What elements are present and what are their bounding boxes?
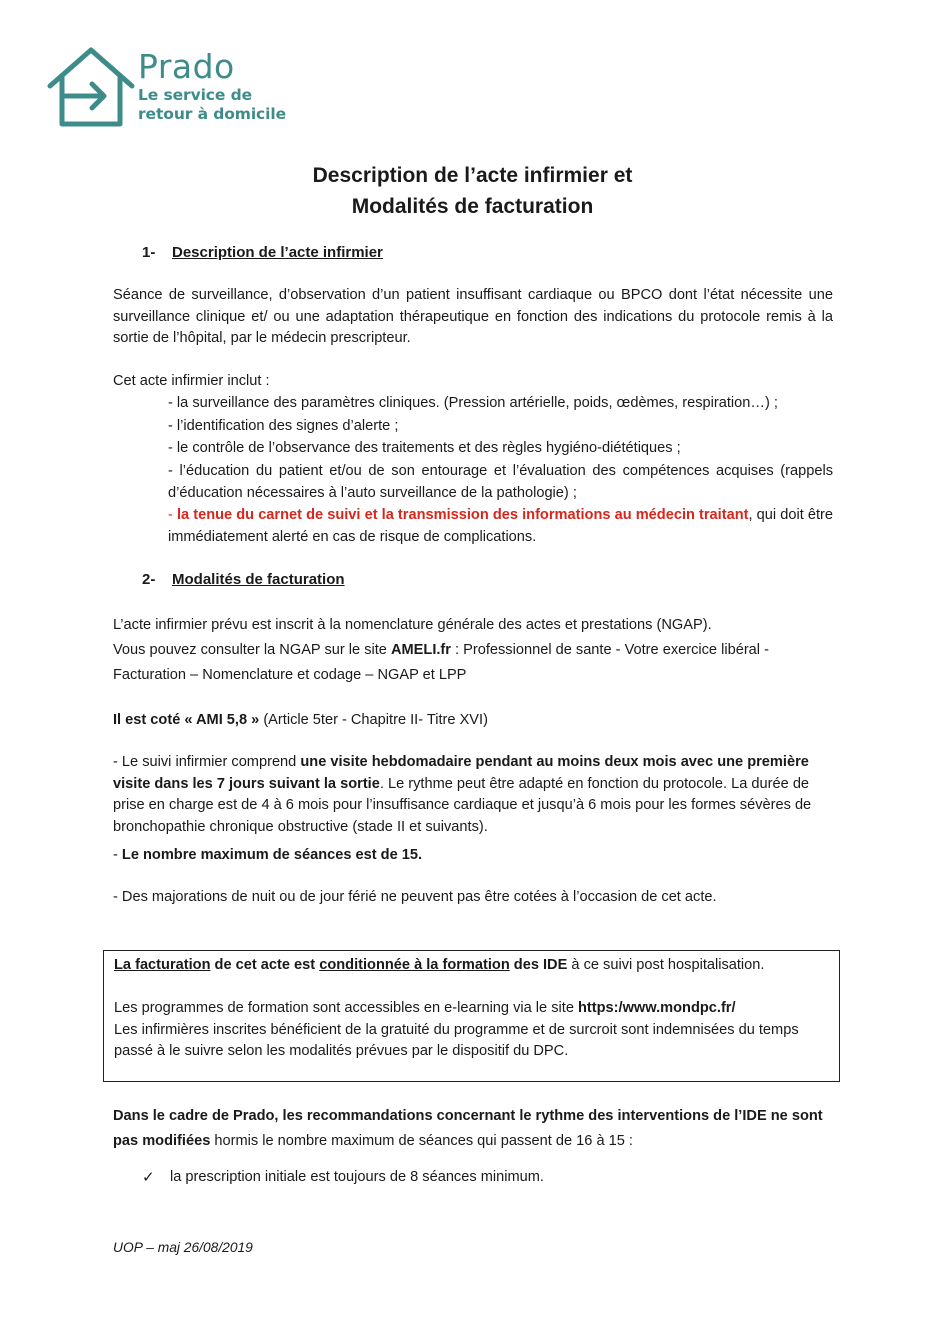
ide-bold: des IDE bbox=[509, 957, 568, 973]
majorations-line: - Des majorations de nuit ou de jour férié ne peuvent pas être cotées à l’occasion de cet acte. bbox=[113, 889, 717, 905]
list-item: - l’identification des signes d’alerte ; bbox=[168, 417, 399, 434]
condition-underlined: conditionnée à la formation bbox=[319, 957, 510, 973]
list-item bbox=[168, 505, 833, 548]
formation-box bbox=[103, 950, 840, 1082]
cotation-line bbox=[113, 710, 833, 732]
list-item-rest: , qui doit être immédiatement alerté en cas de risque de complications. bbox=[168, 507, 833, 545]
list-item: - la surveillance des paramètres cliniques. (Pression artérielle, poids, œdèmes, respiration…) ; bbox=[168, 395, 778, 411]
facturation-line: Facturation – Nomenclature et codage – NGAP et LPP bbox=[113, 667, 467, 683]
section-1-number: 1- bbox=[142, 244, 156, 261]
check-item-text: la prescription initiale est toujours de 8 séances minimum. bbox=[170, 1169, 544, 1185]
brand-name: Prado bbox=[138, 47, 235, 86]
page-title bbox=[0, 160, 945, 222]
section-2-label: Modalités de facturation bbox=[172, 571, 345, 588]
formation-box-text bbox=[114, 955, 829, 1063]
title-line-2: Modalités de facturation bbox=[351, 195, 594, 218]
ngap-block bbox=[113, 613, 833, 688]
inscrits-text: Les infirmières inscrites bénéficient de la gratuité du programme et de surcroit sont indemnisées du temps passé à le suivre selon les modalités prévues par le dispositif du DPC. bbox=[114, 1021, 799, 1059]
cotation-bold: Il est coté « AMI 5,8 » bbox=[113, 712, 260, 728]
footer-note: UOP – maj 26/08/2019 bbox=[113, 1240, 253, 1255]
brand-tagline-1: Le service de bbox=[138, 86, 252, 104]
suivi-post: . Le rythme peut être adapté en fonction du protocole. La durée de prise en charge est de 4 à 6 mois pour l’insuffisance cardiaque et jusqu’à 6 mois pour les formes sévères de bronchopathie chronique obstructive (stade II et suivants). bbox=[113, 775, 812, 835]
prado-bold: Dans le cadre de Prado, les recommandations concernant le rythme des interventions de l’IDE ne sont pas modifiées bbox=[113, 1108, 823, 1149]
programmes-line bbox=[114, 998, 829, 1020]
list-item: - le contrôle de l’observance des traitements et des règles hygiéno-diététiques ; bbox=[168, 440, 681, 457]
max-seances-line bbox=[113, 845, 833, 867]
suivi-pre: - Le suivi infirmier comprend bbox=[113, 754, 301, 770]
checkmark-icon: ✓ bbox=[142, 1169, 155, 1186]
brand-tagline-2: retour à domicile bbox=[138, 105, 286, 123]
house-arrow-icon bbox=[46, 46, 136, 130]
brand-text bbox=[138, 48, 286, 124]
includes-list bbox=[168, 393, 833, 549]
programmes-pre: Les programmes de formation sont accessibles en e-learning via le site bbox=[114, 1000, 578, 1016]
facturation-rest: à ce suivi post hospitalisation. bbox=[567, 957, 765, 973]
ameli-pre: Vous pouvez consulter la NGAP sur le site bbox=[113, 642, 391, 658]
suivi-paragraph bbox=[113, 752, 833, 838]
ameli-link-text: AMELI.fr bbox=[390, 642, 451, 658]
highlight-text: la tenue du carnet de suivi et la transmission des informations au médecin traitant bbox=[176, 507, 749, 524]
list-dash: - bbox=[168, 507, 177, 524]
section-2-number: 2- bbox=[142, 571, 156, 588]
prado-paragraph bbox=[113, 1104, 833, 1154]
suivi-bold: une visite hebdomadaire pendant au moins deux mois avec une première visite dans les 7 jours suivant la sortie bbox=[113, 754, 809, 792]
section-1-paragraph: Séance de surveillance, d’observation d’un patient insuffisant cardiaque ou BPCO dont l’état nécessite une surveillance clinique et/ ou une adaptation thérapeutique en fonction des indications du protocole remis à la sortie de l’hôpital, par le médecin prescripteur. bbox=[113, 287, 833, 346]
cotation-rest: (Article 5ter - Chapitre II- Titre XVI) bbox=[259, 712, 488, 728]
max-dash: - bbox=[113, 847, 122, 863]
prado-rest: hormis le nombre maximum de séances qui passent de 16 à 15 : bbox=[210, 1133, 633, 1149]
facturation-condition bbox=[114, 955, 829, 977]
section-2-heading bbox=[142, 571, 345, 588]
mondpc-link[interactable]: https:/www.mondpc.fr/ bbox=[578, 1000, 736, 1016]
facturation-underlined: La facturation bbox=[114, 957, 211, 973]
ameli-line bbox=[113, 638, 833, 663]
max-bold: Le nombre maximum de séances est de 15. bbox=[121, 847, 423, 863]
prado-logo bbox=[46, 46, 286, 130]
list-item: - l’éducation du patient et/ou de son entourage et l’évaluation des compétences acquises (rappels d’éducation nécessaires à l’auto surveillance de la pathologie) ; bbox=[168, 463, 833, 501]
section-1-heading bbox=[142, 244, 383, 261]
includes-intro: Cet acte infirmier inclut : bbox=[113, 373, 270, 389]
ameli-post: : Professionnel de sante - Votre exercice libéral - bbox=[450, 642, 769, 658]
facturation-mid: de cet acte est bbox=[210, 957, 320, 973]
title-line-1: Description de l’acte infirmier et bbox=[312, 164, 633, 187]
ngap-line: L’acte infirmier prévu est inscrit à la nomenclature générale des actes et prestations (NGAP). bbox=[113, 617, 712, 633]
section-1-label: Description de l’acte infirmier bbox=[172, 244, 383, 261]
